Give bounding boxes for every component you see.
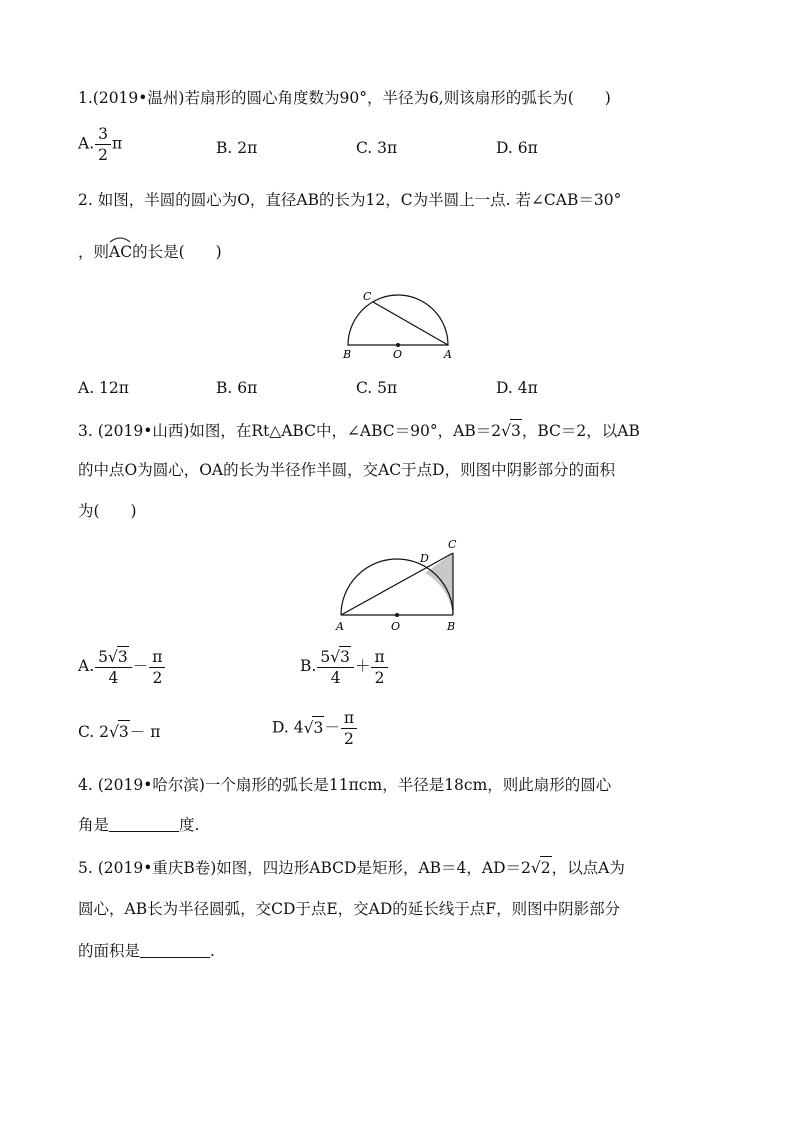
q3-option-d bbox=[272, 708, 358, 749]
q3-a-rad: 3 bbox=[117, 648, 128, 666]
q1-option-a bbox=[78, 124, 122, 165]
q5-stem-line1 bbox=[78, 856, 625, 879]
arc-mark-icon bbox=[109, 235, 131, 243]
q4-answer-blank[interactable] bbox=[109, 815, 179, 832]
q1-option-a-label: A. bbox=[78, 134, 95, 153]
q2-stem-line1: 2. 如图，半圆的圆心为O，直径AB的长为12，C为半圆上一点. 若∠CAB＝30° bbox=[78, 191, 622, 209]
q2-label-c: C bbox=[363, 290, 372, 303]
q2-option-a: A. 12π bbox=[78, 379, 129, 397]
q5-stem-line3 bbox=[78, 940, 215, 962]
q3-b-coef: 5 bbox=[320, 648, 331, 666]
q1-option-a-fraction bbox=[95, 124, 111, 165]
q3-stem-line1 bbox=[78, 419, 640, 442]
q3-stem-line2: 的中点O为圆心，OA的长为半径作半圆，交AC于点D，则图中阴影部分的面积 bbox=[78, 461, 616, 479]
q1-a-pi: π bbox=[112, 134, 123, 153]
q2-option-d: D. 4π bbox=[496, 379, 538, 397]
q3-b-den2: 2 bbox=[374, 668, 385, 687]
q2-arc-ac bbox=[109, 241, 132, 263]
q2-option-b: B. 6π bbox=[216, 379, 258, 397]
q3-a-label: A. bbox=[78, 657, 95, 675]
q3-line1-pre: 3. (2019•山西)如图，在Rt△ABC中，∠ABC＝90°，AB＝2 bbox=[78, 422, 502, 440]
q3-d-den: 2 bbox=[344, 730, 354, 748]
q1-option-c: C. 3π bbox=[356, 139, 398, 157]
q3-d-label: D. 4 bbox=[272, 718, 304, 737]
q3-sqrt-value: 3 bbox=[510, 419, 522, 442]
q1-a-numerator: 3 bbox=[95, 124, 111, 145]
q2-arc-label: AC bbox=[109, 243, 133, 261]
q5-answer-blank[interactable] bbox=[140, 941, 210, 958]
q1-option-d: D. 6π bbox=[496, 139, 538, 157]
q3-line1-post: ，BC＝2，以AB bbox=[521, 422, 640, 440]
q3-c-label: C. 2 bbox=[78, 723, 110, 741]
q5-line1-post: ，以点A为 bbox=[551, 859, 625, 877]
q3-a-fraction-1: $\frac{5√3}{4}$ bbox=[95, 646, 132, 688]
q5-sqrt-value: 2 bbox=[540, 856, 552, 879]
q3-b-fraction-1: $\frac{5√3}{4}$ bbox=[317, 646, 354, 688]
q3-d-op: － bbox=[324, 718, 340, 737]
q5-line3-pre: 的面积是 bbox=[78, 942, 141, 960]
q3-c-rad: 3 bbox=[118, 720, 130, 743]
q3-a-coef: 5 bbox=[98, 648, 108, 666]
q2-label-b: B bbox=[343, 348, 352, 361]
q3-label-o: O bbox=[391, 620, 401, 633]
q3-c-sqrt: √3 bbox=[109, 720, 130, 743]
q4-line2-post: 度. bbox=[179, 816, 200, 834]
q4-stem-line2 bbox=[78, 814, 199, 836]
q3-option-a bbox=[78, 646, 166, 688]
q3-d-pi: π bbox=[341, 708, 357, 729]
q2-stem-line2 bbox=[78, 241, 222, 263]
q3-label-a: A bbox=[336, 620, 344, 633]
q3-b-pi: π bbox=[371, 647, 387, 668]
q5-line3-post: . bbox=[210, 942, 215, 960]
q2-semicircle-figure bbox=[340, 288, 460, 363]
q3-b-label: B. bbox=[300, 657, 317, 675]
q5-sqrt: √2 bbox=[531, 856, 552, 879]
q3-option-c bbox=[78, 720, 160, 743]
q5-stem-line2: 圆心，AB长为半径圆弧，交CD于点E，交AD的延长线于点F，则图中阴影部分 bbox=[78, 900, 621, 918]
q3-a-den: 4 bbox=[108, 669, 119, 687]
q2-label-a: A bbox=[444, 348, 452, 361]
q3-c-tail: － π bbox=[129, 723, 161, 741]
q3-d-fraction bbox=[341, 708, 357, 749]
q2-line2-pre: ，则 bbox=[78, 243, 110, 261]
q1-stem: 1.(2019•温州)若扇形的圆心角度数为90°，半径为6,则该扇形的弧长为( ) bbox=[78, 89, 611, 107]
q4-line2-pre: 角是 bbox=[78, 816, 110, 834]
q2-option-c: C. 5π bbox=[356, 379, 398, 397]
q3-sqrt: √3 bbox=[501, 419, 522, 442]
q3-d-rad: 3 bbox=[312, 716, 324, 739]
q3-a-op: － bbox=[132, 657, 149, 675]
q3-d-sqrt: √3 bbox=[304, 716, 325, 739]
q3-label-b: B bbox=[447, 620, 456, 633]
q3-option-b bbox=[300, 646, 389, 688]
q1-a-denominator: 2 bbox=[98, 146, 108, 164]
q3-a-den2: 2 bbox=[152, 668, 163, 687]
q3-semicircle-figure bbox=[334, 536, 464, 636]
q1-option-b: B. 2π bbox=[216, 139, 258, 157]
q3-b-den: 4 bbox=[330, 669, 341, 687]
q2-label-o: O bbox=[393, 348, 403, 361]
q3-label-c: C bbox=[448, 538, 457, 551]
q3-b-rad: 3 bbox=[340, 648, 350, 666]
q5-line1-pre: 5. (2019•重庆B卷)如图，四边形ABCD是矩形，AB＝4，AD＝2 bbox=[78, 859, 531, 877]
q3-a-pi: π bbox=[149, 647, 165, 668]
q2-line2-post: 的长是( ) bbox=[132, 243, 222, 261]
q4-stem-line1: 4. (2019•哈尔滨)一个扇形的弧长是11πcm，半径是18cm，则此扇形的圆心 bbox=[78, 776, 612, 794]
q3-b-op: ＋ bbox=[354, 657, 371, 675]
q3-label-d: D bbox=[420, 552, 429, 565]
q3-stem-line3: 为( ) bbox=[78, 502, 137, 520]
q3-b-fraction-2 bbox=[371, 647, 387, 688]
q3-a-fraction-2 bbox=[149, 647, 165, 688]
